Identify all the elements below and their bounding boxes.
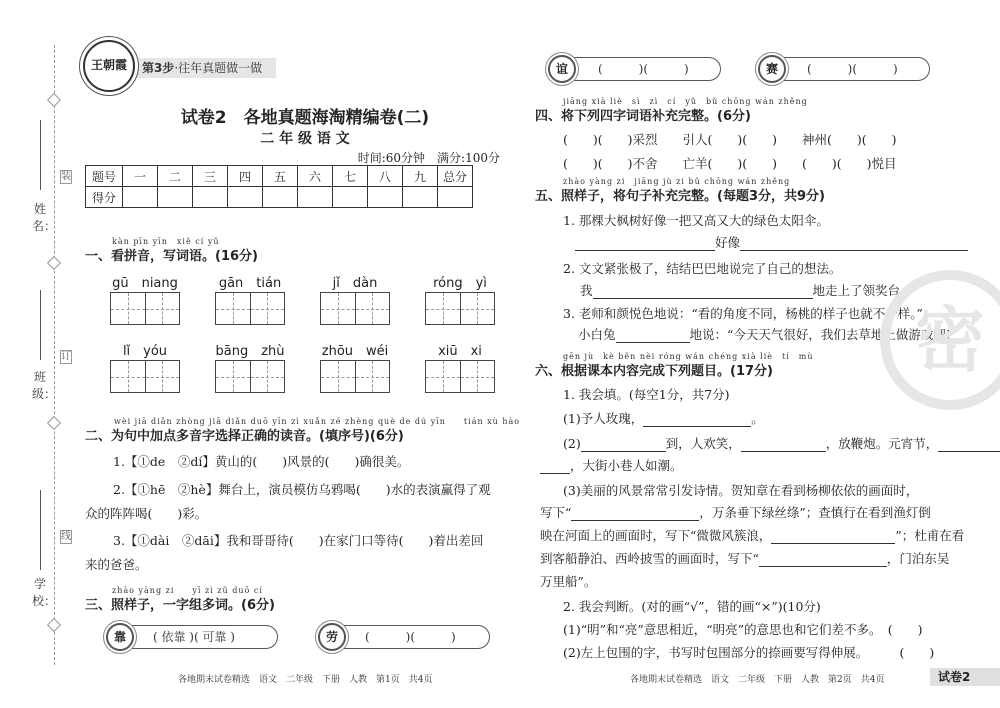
score-cell[interactable] — [333, 187, 368, 208]
q6-item2-b: 到，人欢笑， — [665, 436, 741, 451]
step-banner — [130, 58, 276, 78]
answer-blank[interactable] — [643, 415, 751, 427]
score-cell[interactable] — [403, 187, 438, 208]
grid-cell[interactable] — [250, 361, 285, 392]
brand-logo: 王朝霞 — [83, 40, 135, 92]
step-number: 第3步 — [142, 61, 175, 75]
q1-pinyin-word: róng yì — [433, 276, 487, 291]
score-header-cell: 六 — [298, 166, 333, 187]
q1-pinyin: kàn pīn yīn xiě cí yǔ — [112, 237, 220, 246]
r-capsule-2: ( )( ) — [772, 57, 930, 81]
score-header-cell: 四 — [228, 166, 263, 187]
q6-item2-a: (2) — [563, 436, 581, 451]
answer-blank[interactable] — [575, 239, 715, 251]
q5-answer1 — [575, 233, 968, 251]
q6-judge1: (1)“明”和“亮”意思相近，“明亮”的意思也和它们差不多。 ( ) — [563, 622, 923, 637]
q1-pinyin-word: zhōu wéi — [321, 344, 389, 359]
q5-answer1-word: 好像 — [715, 235, 741, 250]
q1-writing-grid[interactable] — [215, 360, 285, 393]
answer-blank[interactable] — [571, 509, 699, 521]
q1-heading: 一、看拼音，写词语。(16分) — [85, 249, 258, 264]
q1-pinyin-word: lǐ yóu — [122, 344, 168, 359]
q1-writing-grid[interactable] — [215, 292, 285, 325]
grid-cell[interactable] — [145, 293, 180, 324]
margin-diamond — [47, 416, 61, 430]
footer-left: 各地期末试卷精选 语文 二年级 下册 人教 第1页 共4页 — [178, 675, 433, 685]
q6-pinyin: gēn jù kè běn nèi róng wán chéng xià liè tí mù — [563, 352, 814, 361]
q5-sentence2: 2. 文文紧张极了，结结巴巴地说完了自己的想法。 — [563, 261, 842, 276]
q1-writing-grid[interactable] — [320, 360, 390, 393]
q3-capsule-2: ( )( ) — [330, 625, 490, 649]
q6-item2-cont — [540, 456, 683, 474]
answer-blank[interactable] — [759, 555, 887, 567]
margin-mark: 订 — [61, 351, 71, 362]
score-cell[interactable] — [123, 187, 158, 208]
q5-sentence3: 3. 老师和颜悦色地说：“看的角度不同，杨桃的样子也就不一样。” — [563, 306, 923, 321]
q6-item3-l4 — [540, 549, 949, 567]
margin-diamond — [47, 256, 61, 270]
q5-pinyin: zhào yàng zi jiāng jù zi bǔ chōng wán zhěng — [563, 177, 791, 186]
grid-cell[interactable] — [355, 361, 390, 392]
q5-answer3-post: 地说：“今天天气很好，我们去草地上做游戏吧!” — [689, 327, 958, 342]
grid-cell[interactable] — [355, 293, 390, 324]
grid-cell[interactable] — [460, 293, 495, 324]
answer-blank[interactable] — [593, 287, 813, 299]
answer-blank[interactable] — [740, 239, 968, 251]
q6-item3-l1: (3)美丽的风景常常引发诗情。贺知章在看到杨柳依依的画面时， — [563, 483, 919, 498]
q4-line2: ( )( )不舍 亡羊( )( ) ( )( )悦目 — [563, 156, 897, 171]
q1-writing-grid[interactable] — [425, 360, 495, 393]
score-header-cell: 九 — [403, 166, 438, 187]
grid-cell[interactable] — [460, 361, 495, 392]
q3-heading: 三、照样子，一字组多词。(6分) — [85, 598, 275, 613]
q3-capsule-1: ( 依靠 )( 可靠 ) — [118, 625, 278, 649]
class-line — [40, 290, 41, 360]
q6-item3-l2b: ，万条垂下绿丝绦”；查慎行在看到渔灯倒 — [699, 505, 931, 520]
q2-line3a: 3.【①dài ②dāi】我和哥哥待( )在家门口等待( )着出差回 — [113, 533, 484, 548]
r-capsule-1: ( )( ) — [563, 57, 721, 81]
q6-judge2: (2)左上包围的字，书写时包围部分的捺画要写得伸展。 ( ) — [563, 645, 935, 660]
score-table — [85, 165, 473, 208]
score-header-cell: 题号 — [86, 166, 123, 187]
r-char-2: 赛 — [758, 55, 786, 83]
name-label: 姓名： — [32, 202, 57, 233]
grid-cell[interactable] — [321, 293, 355, 324]
q6-heading: 六、根据课本内容完成下列题目。(17分) — [535, 364, 773, 379]
cut-line — [54, 45, 55, 665]
answer-blank[interactable] — [581, 440, 666, 452]
grid-cell[interactable] — [321, 361, 355, 392]
score-header-cell: 三 — [193, 166, 228, 187]
q6-item1-text: (1)予人玫瑰， — [563, 411, 644, 426]
score-cell[interactable] — [298, 187, 333, 208]
q5-answer2 — [580, 281, 913, 299]
grid-cell[interactable] — [426, 293, 460, 324]
answer-blank[interactable] — [938, 440, 1000, 452]
q6-item2 — [563, 434, 1000, 452]
q1-writing-grid[interactable] — [110, 292, 180, 325]
time-score-info: 时间:60分钟 满分:100分 — [357, 151, 500, 165]
grid-cell[interactable] — [111, 293, 145, 324]
q6-item3-l2a: 写下“ — [540, 505, 572, 520]
q1-writing-grid[interactable] — [425, 292, 495, 325]
secret-stamp: 密 — [880, 270, 1000, 410]
class-label: 班级： — [32, 370, 57, 401]
q5-sentence1: 1. 那棵大枫树好像一把又高又大的绿色太阳伞。 — [563, 213, 829, 228]
score-header-cell: 一 — [123, 166, 158, 187]
q6-item2-c: ，放鞭炮。元宵节， — [825, 436, 939, 451]
q5-answer2-post: 地走上了领奖台。 — [812, 283, 913, 298]
q1-pinyin-word: gān tián — [218, 276, 282, 291]
score-cell[interactable] — [368, 187, 403, 208]
score-cell[interactable] — [158, 187, 193, 208]
q1-pinyin-word: gū niang — [112, 276, 178, 291]
q6-item3-l4b: ，门泊东吴 — [886, 551, 950, 566]
score-header-cell: 五 — [263, 166, 298, 187]
school-line — [40, 490, 41, 570]
margin-diamond — [47, 618, 61, 632]
q6-sub2: 2. 我会判断。(对的画“√”，错的画“×”)(10分) — [563, 599, 821, 614]
q5-answer2-pre: 我 — [580, 283, 593, 298]
q2-line1: 1.【①de ②dí】黄山的( )风景的( )确很美。 — [113, 454, 410, 469]
margin-diamond — [47, 93, 61, 107]
q1-pinyin-word: xiū xi — [438, 344, 482, 359]
q6-item1: (1)予人玫瑰， 。 — [563, 411, 764, 426]
grid-cell[interactable] — [216, 361, 250, 392]
answer-blank[interactable] — [540, 462, 570, 474]
q6-item3-l4a: 到客船静泊、西岭披雪的画面时，写下“ — [540, 551, 759, 566]
score-header-cell: 七 — [333, 166, 368, 187]
grid-cell[interactable] — [111, 361, 145, 392]
answer-blank[interactable] — [771, 532, 895, 544]
margin-mark: 线 — [61, 531, 71, 542]
q1-writing-grid[interactable] — [320, 292, 390, 325]
grid-cell[interactable] — [145, 361, 180, 392]
q6-item2-d: ，大街小巷人如潮。 — [570, 458, 683, 473]
margin-mark: 装 — [61, 171, 71, 182]
answer-blank[interactable] — [741, 440, 826, 452]
name-line — [40, 120, 41, 190]
q1-pinyin-word: bāng zhù — [215, 344, 285, 359]
q3-pinyin: zhào yàng zi yī zì zǔ duō cí — [112, 586, 263, 595]
q2-heading: 二、为句中加点多音字选择正确的读音。(填序号)(6分) — [85, 429, 404, 444]
step-text: ·往年真题做一做 — [174, 61, 263, 75]
q5-answer3-pre: 小白兔 — [578, 327, 616, 342]
q6-item3-l2 — [540, 503, 931, 521]
grid-cell[interactable] — [216, 293, 250, 324]
score-cell[interactable] — [263, 187, 298, 208]
q2-line2b: 众的阵阵喝( )彩。 — [85, 506, 208, 521]
r-char-1: 谊 — [548, 55, 576, 83]
grid-cell[interactable] — [426, 361, 460, 392]
score-cell[interactable] — [228, 187, 263, 208]
q1-pinyin-word: jǐ dàn — [332, 276, 378, 291]
paper-title: 试卷2 各地真题海淘精编卷(二) — [180, 108, 430, 128]
paper-tag: 试卷2 — [930, 668, 1000, 686]
q1-writing-grid[interactable] — [110, 360, 180, 393]
q2-line3b: 来的爸爸。 — [85, 557, 148, 572]
q6-item3-l3b: ”；杜甫在看 — [895, 528, 965, 543]
q4-line1: ( )( )采烈 引人( )( ) 神州( )( ) — [563, 132, 897, 147]
score-cell[interactable] — [438, 187, 473, 208]
score-header-cell: 总分 — [438, 166, 473, 187]
paper-subtitle: 二 年 级 语 文 — [260, 131, 350, 147]
q6-sub1: 1. 我会填。(每空1分，共7分) — [563, 387, 730, 402]
school-label: 学校： — [32, 577, 57, 608]
footer-right: 各地期末试卷精选 语文 二年级 下册 人教 第2页 共4页 — [630, 675, 885, 685]
score-cell: 得分 — [86, 187, 123, 208]
q4-pinyin: jiāng xià liè sì zì cí yǔ bǔ chōng wán zhěng — [563, 97, 808, 106]
q2-line2a: 2.【①hē ②hè】舞台上，演员模仿乌鸦喝( )水的表演赢得了观 — [113, 482, 491, 497]
score-cell[interactable] — [193, 187, 228, 208]
q3-char-1: 靠 — [106, 623, 134, 651]
q6-item3-l5: 万里船”。 — [540, 574, 597, 589]
score-header-cell: 八 — [368, 166, 403, 187]
q4-heading: 四、将下列四字词语补充完整。(6分) — [535, 109, 751, 124]
answer-blank[interactable] — [616, 331, 690, 343]
q2-pinyin: wèi jiā diǎn zhòng jiā diǎn duō yīn zì xuǎn zé zhèng què de dú yīn tián xù hào — [114, 417, 521, 426]
q5-heading: 五、照样子，将句子补充完整。(每题3分，共9分) — [535, 189, 825, 204]
grid-cell[interactable] — [250, 293, 285, 324]
q6-item3-l3 — [540, 526, 964, 544]
score-header-cell: 二 — [158, 166, 193, 187]
q6-item3-l3a: 映在河面上的画面时，写下“微微风簇浪， — [540, 528, 772, 543]
q3-char-2: 劳 — [318, 623, 346, 651]
